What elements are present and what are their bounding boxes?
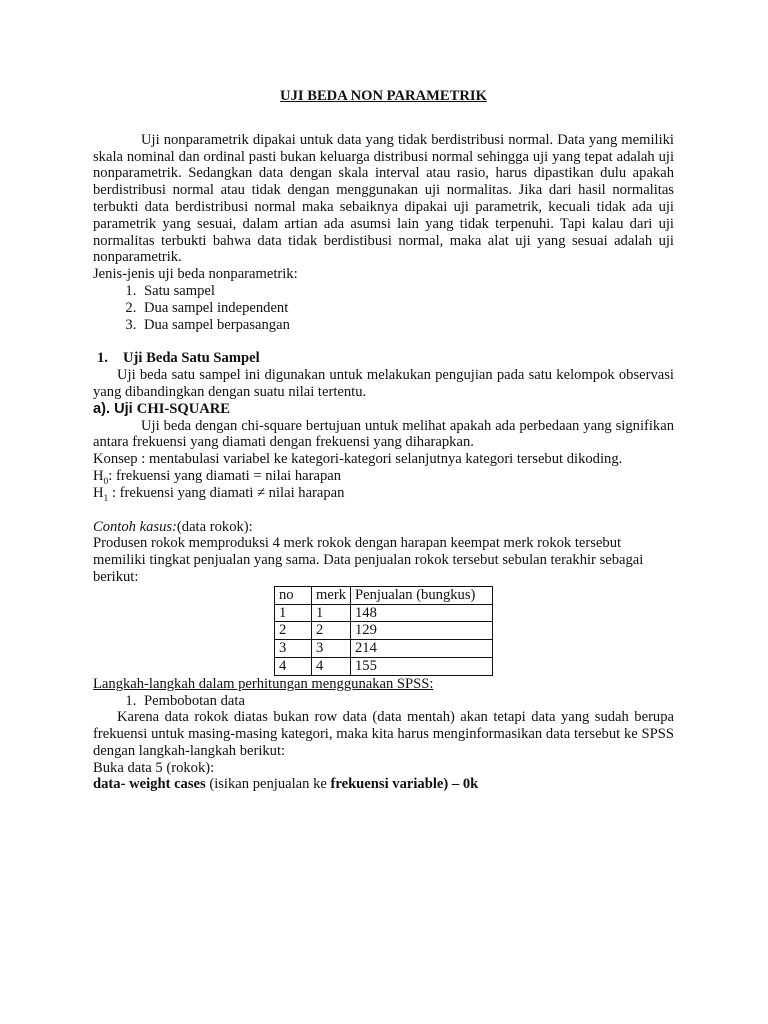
table-row <box>275 640 493 658</box>
document-body <box>93 88 674 793</box>
intro-paragraph: Uji nonparametrik dipakai untuk data yang tidak berdistribusi normal. Data yang memiliki skala nominal dan ordinal pasti bukan keluarga distribusi normal sehingga uji yang tepat adalah uji nonparametrik. Sedangkan data dengan skala interval atau rasio, harus dipastikan dulu apakah berdistribusi normal atau tidak dengan menggunakan uji normalitas. Jika dari hasil normalitas terbukti data berdistribusi normal maka sebaiknya dipakai uji parametrik, kecuali tidak ada uji parametrik yang sesuai, dalam artian ada asumsi lain yang tidak terpenuhi. Tapi kalau dari uji normalitas terbukti bahwa data tidak berdistibusi normal, maka alat uji yang sesuai adalah uji nonparametrik. <box>93 131 674 266</box>
h1-subscript: 1 <box>103 493 109 504</box>
konsep-line: Konsep : mentabulasi variabel ke kategori-kategori selanjutnya kategori tersebut dikoding. <box>93 451 623 468</box>
table-cell: 2 <box>275 622 312 640</box>
contoh-description: Produsen rokok memproduksi 4 merk rokok dengan harapan keempat merk rokok tersebut memiliki tingkat penjualan yang sama. Data penjualan rokok tersebut sebulan terakhir sebagai berikut: <box>93 535 644 585</box>
subsection-a-heading <box>93 401 674 418</box>
h1-text: : frekuensi yang diamati ≠ nilai harapan <box>108 484 345 501</box>
table-cell: 3 <box>275 640 312 658</box>
subsection-a-description: Uji beda dengan chi-square bertujuan untuk melihat apakah ada perbedaan yang signifikan antara frekuensi yang diamati dengan frekuensi yang diharapkan. <box>93 417 674 451</box>
h1-symbol: H <box>93 484 104 501</box>
list-item: 2. Dua sampel independent <box>140 300 674 317</box>
spacer <box>93 333 674 350</box>
h0-text: : frekuensi yang diamati = nilai harapan <box>108 467 342 484</box>
subsection-a-label: a). Uji <box>93 400 137 417</box>
h0-symbol: H <box>93 467 104 484</box>
hypothesis-h0 <box>93 468 674 485</box>
buka-line: Buka data 5 (rokok): <box>93 759 215 776</box>
sales-table <box>274 586 493 676</box>
table-cell: 155 <box>351 657 493 675</box>
subsection-a-title: CHI-SQUARE <box>136 400 231 417</box>
command-text: (isikan penjualan ke <box>205 776 331 793</box>
table-cell: 2 <box>312 622 351 640</box>
table-cell: 4 <box>275 657 312 675</box>
steps-description: Karena data rokok diatas bukan row data (data mentah) akan tetapi data yang sudah berupa frekuensi untuk masing-masing kategori, maka kita harus menginformasikan data tersebut ke SPSS dengan langkah-langkah berikut: <box>93 709 674 759</box>
table-row <box>275 657 493 675</box>
h0-subscript: 0 <box>103 476 109 487</box>
table-cell: 148 <box>351 604 493 622</box>
table-cell: 4 <box>312 657 351 675</box>
spss-command <box>93 776 674 793</box>
types-list <box>93 283 674 333</box>
section1-number: 1. <box>97 350 108 367</box>
command-ok: ) – 0k <box>443 776 479 793</box>
section1-heading <box>93 350 674 367</box>
section1-description: Uji beda satu sampel ini digunakan untuk melakukan pengujian pada satu kelompok observasi yang dibandingkan dengan suatu nilai tertentu. <box>93 367 674 400</box>
hypothesis-h1 <box>93 485 674 502</box>
steps-title: Langkah-langkah dalam perhitungan menggunakan SPSS: <box>93 675 434 692</box>
table-header-cell: merk <box>312 586 351 604</box>
table-row <box>275 622 493 640</box>
table-header-row <box>275 586 493 604</box>
table-header-cell: no <box>275 586 312 604</box>
table-row <box>275 604 493 622</box>
list-item: 1. Satu sampel <box>140 283 674 300</box>
steps-list <box>93 693 674 710</box>
spacer <box>93 502 674 519</box>
table-cell: 1 <box>312 604 351 622</box>
list-item: 1. Pembobotan data <box>140 693 674 710</box>
contoh-rest: (data rokok): <box>176 518 253 535</box>
command-frekuensi-variable: frekuensi variable <box>330 776 444 793</box>
document-title: UJI BEDA NON PARAMETRIK <box>280 88 487 104</box>
list-item: 3. Dua sampel berpasangan <box>140 317 674 334</box>
section1-title: Uji Beda Satu Sampel <box>123 350 260 367</box>
table-cell: 3 <box>312 640 351 658</box>
command-weight-cases: data- weight cases <box>93 776 206 793</box>
contoh-heading <box>93 519 674 536</box>
table-cell: 129 <box>351 622 493 640</box>
contoh-label: Contoh kasus: <box>93 518 177 535</box>
table-cell: 214 <box>351 640 493 658</box>
table-cell: 1 <box>275 604 312 622</box>
table-header-cell: Penjualan (bungkus) <box>351 586 493 604</box>
types-intro: Jenis-jenis uji beda nonparametrik: <box>93 266 298 283</box>
